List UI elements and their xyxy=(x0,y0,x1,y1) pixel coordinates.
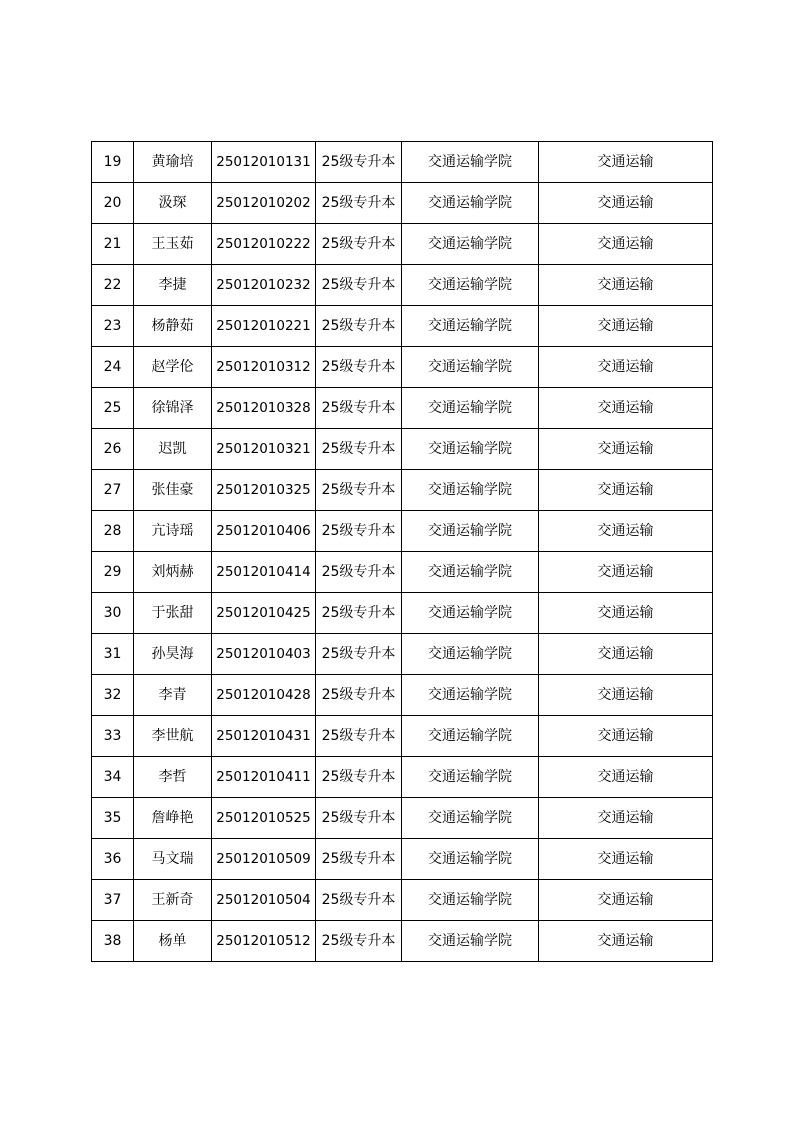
student-name-cell: 李捷 xyxy=(134,265,212,306)
college-cell: 交通运输学院 xyxy=(402,552,539,593)
table-row xyxy=(92,470,713,511)
student-name-cell: 李青 xyxy=(134,675,212,716)
table-row xyxy=(92,798,713,839)
student-id-cell: 25012010428 xyxy=(212,675,316,716)
major-cell: 交通运输 xyxy=(539,552,713,593)
student-name-cell: 张佳豪 xyxy=(134,470,212,511)
college-cell: 交通运输学院 xyxy=(402,265,539,306)
table-row xyxy=(92,880,713,921)
table-row xyxy=(92,634,713,675)
table-row xyxy=(92,757,713,798)
student-id-cell: 25012010504 xyxy=(212,880,316,921)
row-number-cell: 25 xyxy=(92,388,134,429)
student-name-cell: 李世航 xyxy=(134,716,212,757)
college-cell: 交通运输学院 xyxy=(402,511,539,552)
row-number-cell: 31 xyxy=(92,634,134,675)
major-cell: 交通运输 xyxy=(539,224,713,265)
grade-cell: 25级专升本 xyxy=(316,921,402,962)
student-id-cell: 25012010221 xyxy=(212,306,316,347)
college-cell: 交通运输学院 xyxy=(402,921,539,962)
student-name-cell: 杨单 xyxy=(134,921,212,962)
student-name-cell: 杨静茹 xyxy=(134,306,212,347)
student-id-cell: 25012010431 xyxy=(212,716,316,757)
college-cell: 交通运输学院 xyxy=(402,470,539,511)
row-number-cell: 35 xyxy=(92,798,134,839)
row-number-cell: 33 xyxy=(92,716,134,757)
college-cell: 交通运输学院 xyxy=(402,306,539,347)
student-id-cell: 25012010425 xyxy=(212,593,316,634)
grade-cell: 25级专升本 xyxy=(316,757,402,798)
row-number-cell: 38 xyxy=(92,921,134,962)
grade-cell: 25级专升本 xyxy=(316,388,402,429)
row-number-cell: 26 xyxy=(92,429,134,470)
table-row xyxy=(92,306,713,347)
major-cell: 交通运输 xyxy=(539,347,713,388)
row-number-cell: 28 xyxy=(92,511,134,552)
grade-cell: 25级专升本 xyxy=(316,798,402,839)
college-cell: 交通运输学院 xyxy=(402,757,539,798)
table-row xyxy=(92,347,713,388)
row-number-cell: 30 xyxy=(92,593,134,634)
student-name-cell: 孙昊海 xyxy=(134,634,212,675)
grade-cell: 25级专升本 xyxy=(316,839,402,880)
grade-cell: 25级专升本 xyxy=(316,429,402,470)
table-row xyxy=(92,224,713,265)
row-number-cell: 36 xyxy=(92,839,134,880)
grade-cell: 25级专升本 xyxy=(316,511,402,552)
student-name-cell: 王玉茹 xyxy=(134,224,212,265)
college-cell: 交通运输学院 xyxy=(402,839,539,880)
student-name-cell: 徐锦泽 xyxy=(134,388,212,429)
grade-cell: 25级专升本 xyxy=(316,265,402,306)
college-cell: 交通运输学院 xyxy=(402,716,539,757)
major-cell: 交通运输 xyxy=(539,511,713,552)
table-row xyxy=(92,142,713,183)
student-name-cell: 刘炳赫 xyxy=(134,552,212,593)
college-cell: 交通运输学院 xyxy=(402,142,539,183)
student-id-cell: 25012010222 xyxy=(212,224,316,265)
row-number-cell: 23 xyxy=(92,306,134,347)
major-cell: 交通运输 xyxy=(539,798,713,839)
major-cell: 交通运输 xyxy=(539,839,713,880)
grade-cell: 25级专升本 xyxy=(316,306,402,347)
student-name-cell: 李哲 xyxy=(134,757,212,798)
college-cell: 交通运输学院 xyxy=(402,429,539,470)
student-id-cell: 25012010414 xyxy=(212,552,316,593)
grade-cell: 25级专升本 xyxy=(316,675,402,716)
table-body xyxy=(92,142,713,962)
table-row xyxy=(92,552,713,593)
student-roster-table xyxy=(91,141,713,962)
row-number-cell: 27 xyxy=(92,470,134,511)
college-cell: 交通运输学院 xyxy=(402,347,539,388)
major-cell: 交通运输 xyxy=(539,306,713,347)
student-name-cell: 黄瑜培 xyxy=(134,142,212,183)
student-name-cell: 赵学伦 xyxy=(134,347,212,388)
major-cell: 交通运输 xyxy=(539,593,713,634)
row-number-cell: 24 xyxy=(92,347,134,388)
table-row xyxy=(92,716,713,757)
college-cell: 交通运输学院 xyxy=(402,183,539,224)
grade-cell: 25级专升本 xyxy=(316,183,402,224)
row-number-cell: 20 xyxy=(92,183,134,224)
college-cell: 交通运输学院 xyxy=(402,388,539,429)
student-name-cell: 亢诗瑶 xyxy=(134,511,212,552)
college-cell: 交通运输学院 xyxy=(402,634,539,675)
student-id-cell: 25012010312 xyxy=(212,347,316,388)
row-number-cell: 22 xyxy=(92,265,134,306)
college-cell: 交通运输学院 xyxy=(402,880,539,921)
college-cell: 交通运输学院 xyxy=(402,675,539,716)
major-cell: 交通运输 xyxy=(539,675,713,716)
major-cell: 交通运输 xyxy=(539,142,713,183)
row-number-cell: 32 xyxy=(92,675,134,716)
student-name-cell: 汲琛 xyxy=(134,183,212,224)
row-number-cell: 21 xyxy=(92,224,134,265)
grade-cell: 25级专升本 xyxy=(316,224,402,265)
college-cell: 交通运输学院 xyxy=(402,593,539,634)
student-name-cell: 于张甜 xyxy=(134,593,212,634)
major-cell: 交通运输 xyxy=(539,716,713,757)
grade-cell: 25级专升本 xyxy=(316,552,402,593)
student-id-cell: 25012010131 xyxy=(212,142,316,183)
major-cell: 交通运输 xyxy=(539,880,713,921)
grade-cell: 25级专升本 xyxy=(316,470,402,511)
table-row xyxy=(92,388,713,429)
table-row xyxy=(92,921,713,962)
table-row xyxy=(92,675,713,716)
row-number-cell: 37 xyxy=(92,880,134,921)
table-row xyxy=(92,183,713,224)
student-id-cell: 25012010232 xyxy=(212,265,316,306)
student-name-cell: 马文瑞 xyxy=(134,839,212,880)
student-id-cell: 25012010403 xyxy=(212,634,316,675)
table-row xyxy=(92,429,713,470)
grade-cell: 25级专升本 xyxy=(316,347,402,388)
student-name-cell: 詹峥艳 xyxy=(134,798,212,839)
student-name-cell: 迟凯 xyxy=(134,429,212,470)
student-id-cell: 25012010509 xyxy=(212,839,316,880)
grade-cell: 25级专升本 xyxy=(316,593,402,634)
student-id-cell: 25012010321 xyxy=(212,429,316,470)
table-row xyxy=(92,265,713,306)
major-cell: 交通运输 xyxy=(539,757,713,798)
grade-cell: 25级专升本 xyxy=(316,716,402,757)
student-id-cell: 25012010202 xyxy=(212,183,316,224)
major-cell: 交通运输 xyxy=(539,470,713,511)
row-number-cell: 34 xyxy=(92,757,134,798)
table-row xyxy=(92,593,713,634)
major-cell: 交通运输 xyxy=(539,429,713,470)
major-cell: 交通运输 xyxy=(539,921,713,962)
major-cell: 交通运输 xyxy=(539,634,713,675)
row-number-cell: 19 xyxy=(92,142,134,183)
college-cell: 交通运输学院 xyxy=(402,224,539,265)
student-id-cell: 25012010411 xyxy=(212,757,316,798)
student-name-cell: 王新奇 xyxy=(134,880,212,921)
grade-cell: 25级专升本 xyxy=(316,880,402,921)
student-id-cell: 25012010525 xyxy=(212,798,316,839)
student-id-cell: 25012010328 xyxy=(212,388,316,429)
grade-cell: 25级专升本 xyxy=(316,634,402,675)
grade-cell: 25级专升本 xyxy=(316,142,402,183)
major-cell: 交通运输 xyxy=(539,183,713,224)
table-row xyxy=(92,839,713,880)
student-id-cell: 25012010406 xyxy=(212,511,316,552)
student-id-cell: 25012010325 xyxy=(212,470,316,511)
student-id-cell: 25012010512 xyxy=(212,921,316,962)
table-row xyxy=(92,511,713,552)
college-cell: 交通运输学院 xyxy=(402,798,539,839)
major-cell: 交通运输 xyxy=(539,388,713,429)
major-cell: 交通运输 xyxy=(539,265,713,306)
row-number-cell: 29 xyxy=(92,552,134,593)
